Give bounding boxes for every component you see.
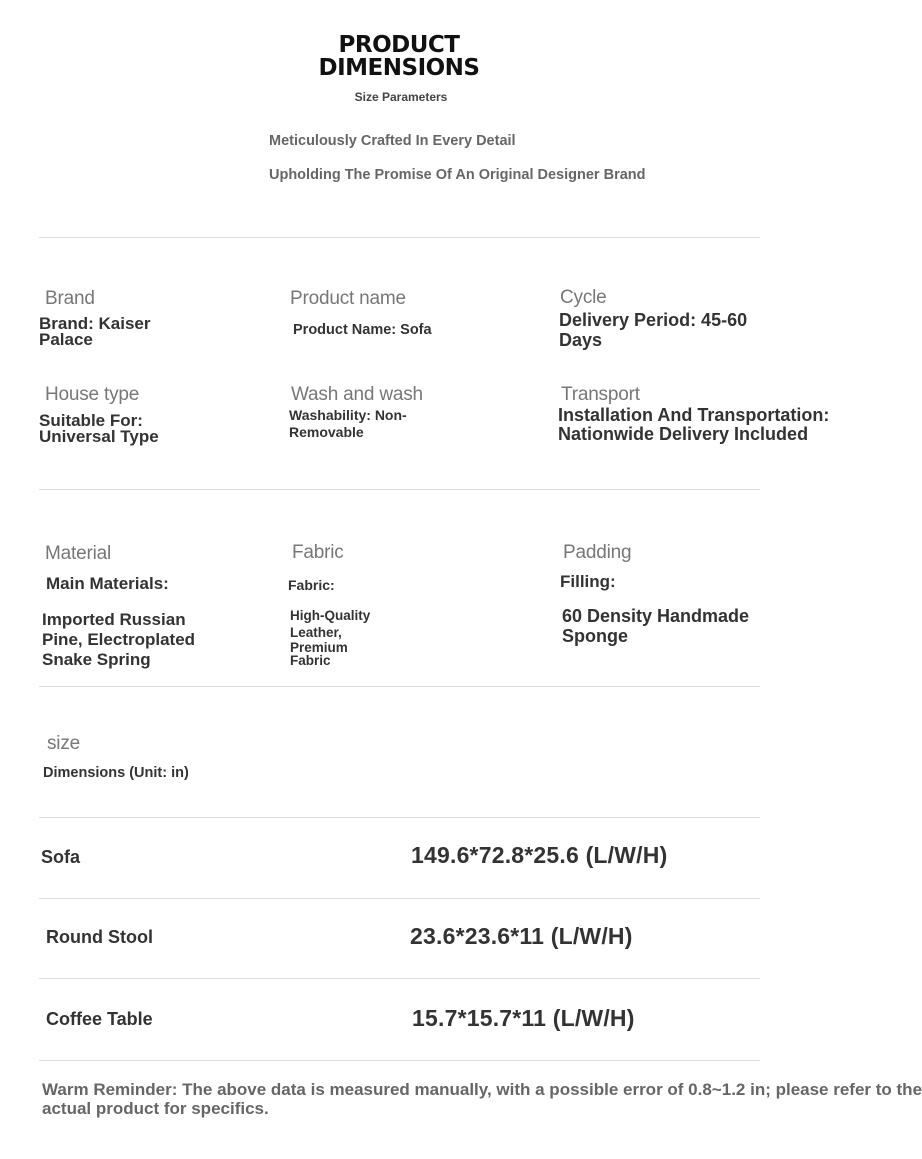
padding-value: 60 Density Handmade Sponge bbox=[562, 606, 750, 646]
title-line-1: PRODUCT bbox=[338, 32, 460, 58]
fabric-line-2: Leather, bbox=[290, 625, 342, 640]
size-label: size bbox=[47, 733, 80, 754]
divider bbox=[39, 817, 760, 818]
size-row-name: Round Stool bbox=[46, 927, 153, 947]
size-row-name: Coffee Table bbox=[46, 1009, 153, 1029]
size-unit-text: Dimensions (Unit: in) bbox=[43, 765, 189, 781]
padding-label: Padding bbox=[563, 542, 632, 563]
fabric-label: Fabric bbox=[292, 542, 344, 563]
size-row-name: Sofa bbox=[41, 847, 81, 867]
size-row-dims: 23.6*23.6*11 (L/W/H) bbox=[410, 923, 633, 949]
house-type-label: House type bbox=[45, 384, 140, 405]
material-value: Imported Russian Pine, Electroplated Snake Spring bbox=[42, 610, 196, 669]
divider bbox=[39, 1060, 760, 1061]
divider bbox=[39, 686, 760, 687]
material-heading: Main Materials: bbox=[46, 574, 169, 593]
house-type-value: Suitable For: Universal Type bbox=[39, 411, 159, 446]
product-name-value: Product Name: Sofa bbox=[293, 322, 432, 338]
fabric-heading: Fabric: bbox=[288, 577, 335, 593]
fabric-line-3: Premium bbox=[290, 640, 348, 655]
tagline-2: Upholding The Promise Of An Original Designer Brand bbox=[269, 167, 646, 183]
fabric-line-4: Fabric bbox=[290, 653, 331, 668]
cycle-label: Cycle bbox=[560, 287, 607, 308]
warm-reminder-line-2: actual product for specifics. bbox=[42, 1099, 269, 1118]
subtitle: Size Parameters bbox=[354, 90, 448, 104]
size-row-dims: 149.6*72.8*25.6 (L/W/H) bbox=[411, 842, 668, 868]
transport-label: Transport bbox=[561, 384, 640, 405]
brand-value: Brand: Kaiser Palace bbox=[39, 314, 151, 349]
transport-line-2: Nationwide Delivery Included bbox=[558, 424, 809, 444]
brand-label: Brand bbox=[45, 288, 95, 309]
transport-line-1: Installation And Transportation: bbox=[558, 405, 830, 425]
fabric-line-1: High-Quality bbox=[290, 608, 371, 623]
material-label: Material bbox=[45, 543, 111, 564]
cycle-value: Delivery Period: 45-60 Days bbox=[559, 310, 748, 350]
wash-value: Washability: Non-Removable bbox=[289, 407, 407, 440]
wash-label: Wash and wash bbox=[291, 384, 423, 405]
tagline-1: Meticulously Crafted In Every Detail bbox=[269, 133, 516, 149]
divider bbox=[39, 978, 760, 979]
divider bbox=[39, 898, 760, 899]
title-line-2: DIMENSIONS bbox=[318, 55, 480, 81]
divider bbox=[39, 489, 760, 490]
warm-reminder-line-1: Warm Reminder: The above data is measured manually, with a possible error of 0.8~1.2 in; please refer to the bbox=[42, 1080, 922, 1099]
divider bbox=[39, 237, 760, 238]
padding-heading: Filling: bbox=[560, 572, 616, 591]
size-row-dims: 15.7*15.7*11 (L/W/H) bbox=[412, 1005, 635, 1031]
product-name-label: Product name bbox=[290, 288, 406, 309]
